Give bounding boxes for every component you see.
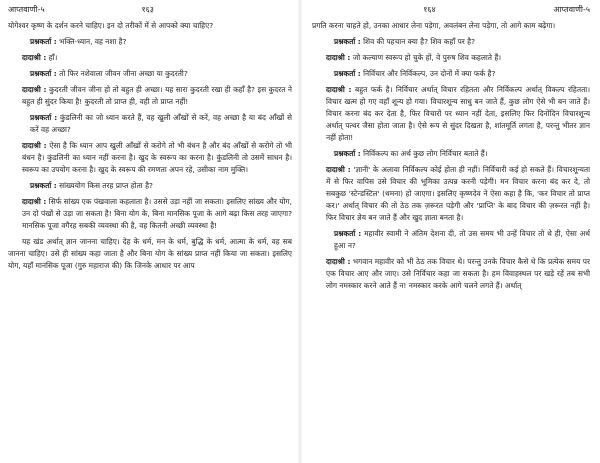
question-paragraph: प्रश्नकर्ता : महावीर स्वामी ने अंतिम देशना दी, तो उस समय भी उन्हें विचार तो थे ही, ऐसा अर्थ हुआ न? <box>334 229 590 250</box>
speaker-label: प्रश्नकर्ता : <box>334 37 361 46</box>
speaker-label: प्रश्नकर्ता : <box>334 69 361 78</box>
speaker-label: दादाश्री : <box>326 53 351 62</box>
answer-paragraph: दादाश्री : कुदरती जीवन जीना हो तो बहुत ही अच्छा। यह सारा कुदरती रखा ही कहाँ है? इस कुदरत ने बहुत ही सुंदर किया है! कुदरती तो प्राप्त ही, वही तो प्राप्त नहीं! <box>22 85 292 106</box>
left-page <box>8 0 292 463</box>
question-paragraph: प्रश्नकर्ता : सांख्ययोग किस तरह प्राप्त होता है? <box>30 181 153 190</box>
answer-paragraph: दादाश्री : बहुत फर्क है। निर्विचार अर्थात् विचार रहितता और निर्विकल्प अर्थात् विकल्प रहितता। विचार खत्म हो गए वहाँ शून्य हो गया। विचारशून्य साधु बन जाते हैं, कुछ लोग ऐसे भी बन जाते हैं। विचार करना बंद कर देता है, फिर विचारों पर ध्यान नहीं देता, इसलिए फिर दिनोंदिन विचारशून्य अर्थात् पत्थर जैसा होता जाता है। ऐसे रूप से सुंदर दिखता है, शांतमूर्ति लगता है, परन्तु भीतर ज्ञान नहीं होता! <box>326 85 590 142</box>
speaker-label: दादाश्री : <box>22 141 47 150</box>
left-page-header <box>8 0 292 20</box>
question-paragraph: प्रश्नकर्ता : निर्विकल्प का अर्थ कुछ लोग निर्विचार बताते हैं। <box>334 149 488 158</box>
speaker-label: दादाश्री : <box>326 85 352 94</box>
question-paragraph: प्रश्नकर्ता : निर्विचार और निर्विकल्प, उन दोनों में क्या फर्क है? <box>334 69 496 78</box>
question-paragraph: प्रश्नकर्ता : कुंडलिनी का जो ध्यान करते हैं, वह खुली आँखों से करें, वह अच्छा है या बंद आँखों से करें वह अच्छा? <box>30 113 292 134</box>
answer-paragraph: दादाश्री : 'ज्ञानी' के अलावा निर्विकल्प कोई होता ही नहीं। निर्विचारी कई हो सकते हैं। विचारशून्यता में से फिर वापिस उसे विचार की भूमिका उत्पन्न करनी पड़ेगी। मन विचार करना बंद कर दे, तो सबकुछ 'स्टेन्डस्टिल' (थमना) हो जाएगा। इसलिए कृष्णदेव ने ऐसा कहा है कि, 'कर विचार तो प्राप्त कर।' अर्थात् विचार की तो ठेठ तक ज़रूरत पड़ेगी और 'प्राप्ति' के बाद विचार की ज़रूरत नहीं है। फिर विचार ज्ञेय बन जाते हैं और खुद ज्ञाता बनता है। <box>326 165 590 222</box>
question-paragraph: प्रश्नकर्ता : तो फिर नशेवाला जीवन जीना अच्छा या कुदरती? <box>30 69 188 78</box>
speaker-label: प्रश्नकर्ता : <box>30 113 58 122</box>
right-page <box>312 0 590 463</box>
question-paragraph: प्रश्नकर्ता : भक्ति-ध्यान, वह नशा है? <box>30 37 127 46</box>
speaker-label: दादाश्री : <box>22 53 47 62</box>
paragraph: यह खंड अर्थात् ज्ञान जानना चाहिए। देह के धर्म, मन के धर्म, बुद्धि के धर्म, आत्मा के धर्म, वह सब जानना चाहिए। उसे ही सांख्य कहा जाता है और बिना योग के सांख्य प्राप्त नहीं किया जा सकता। इसलिए योग, यहाँ मानसिक पूजा (गुरु महाराज की) कि जिनके आधार पर आप <box>8 237 292 270</box>
book-gutter <box>297 0 303 463</box>
question-paragraph: प्रश्नकर्ता : शिव की पहचान क्या है? शिव कहाँ पर है? <box>334 37 476 46</box>
speaker-label: दादाश्री : <box>326 165 351 174</box>
speaker-label: प्रश्नकर्ता : <box>30 181 57 190</box>
answer-paragraph: दादाश्री : भगवान महावीर को भी ठेठ तक विचार थे। परन्तु उनके विचार कैसे थे कि प्रत्येक समय पर एक विचार आए और जाए। उसे निर्विचार कहा जा सकता है। हम विवाहस्थल पर खड़े रहें तब सभी लोग नमस्कार करने आते हैं न! नमस्कार करके आगे चलने लगते हैं। अर्थात् <box>326 257 590 290</box>
answer-paragraph: दादाश्री : ऐसा है कि ध्यान आप खुली आँखों से करोगे तो भी बंधन है और बंद आँखों से करोगे तो भी बंधन है। कुंडलिनी का ध्यान नहीं करना है। खुद के स्वरूप का करना है। कुंडलिनी तो उसमें साधन है। स्वरूप का उपयोग करना है। खुद के स्वरूप की रमणता अपन रहे, उसीका नाम मुक्ति। <box>22 141 292 174</box>
speaker-label: प्रश्नकर्ता : <box>334 149 361 158</box>
speaker-label: दादाश्री : <box>22 197 47 206</box>
right-page-header <box>312 0 590 20</box>
speaker-label: प्रश्नकर्ता : <box>30 37 57 46</box>
left-running-title: आप्तवाणी-५ <box>8 5 45 14</box>
right-page-number: १६४ <box>423 5 436 14</box>
answer-paragraph: दादाश्री : हाँ। <box>22 53 58 62</box>
left-body <box>8 20 292 272</box>
speaker-label: प्रश्नकर्ता : <box>334 229 362 238</box>
speaker-label: दादाश्री : <box>22 85 47 94</box>
left-page-number: १६३ <box>141 5 154 14</box>
paragraph: प्रगति करना चाहते हो, उनका आधार लेना पड़ेगा, अवलंबन लेना पड़ेगा, तो आगे काम बढ़ेगा। <box>312 21 556 30</box>
speaker-label: दादाश्री : <box>326 257 351 266</box>
paragraph: योगेश्वर कृष्ण के दर्शन करने चाहिए। इन दो तरीकों में से आपको क्या चाहिए? <box>8 21 214 30</box>
answer-paragraph: दादाश्री : जो कल्याण स्वरूप हो चुके हों, वे पुरुष शिव कहलाते हैं। <box>326 53 502 62</box>
speaker-label: प्रश्नकर्ता : <box>30 69 57 78</box>
right-body <box>312 20 590 292</box>
right-running-title: आप्तवाणी-५ <box>553 5 590 14</box>
answer-paragraph: दादाश्री : सिर्फ सांख्य एक पंखवाला कहलाता है। उससे उड़ा नहीं जा सकता। इसलिए सांख्य और योग, उन दो पंखों से उड़ा जा सकता है! बिना योग के, बिना मानसिक पूजा के आगे बढ़ा किस तरह जाएगा? मानसिक पूजा वगैरह सबकी व्यवस्था की है, वह कितनी अच्छी व्यवस्था है! <box>22 197 292 230</box>
